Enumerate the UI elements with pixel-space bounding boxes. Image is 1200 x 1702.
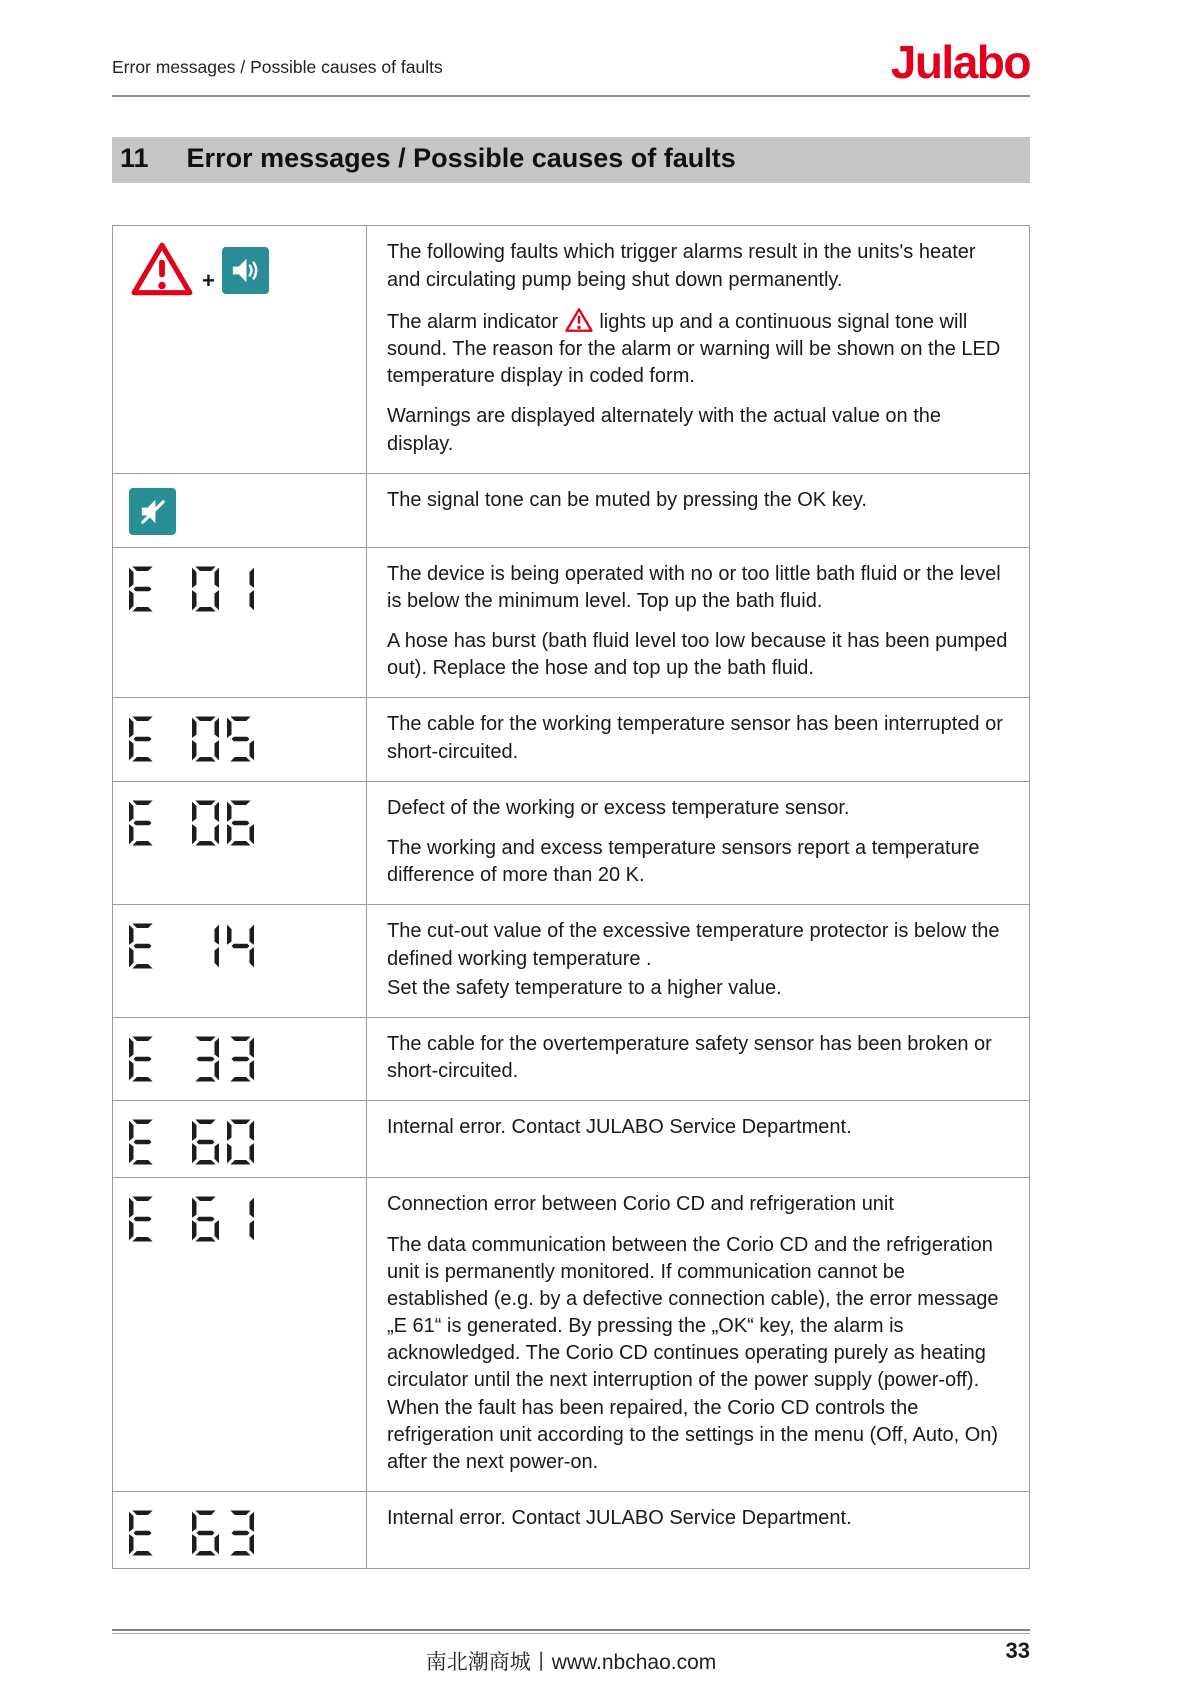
error-description-cell [367,782,1029,905]
error-description-cell [367,474,1029,547]
description-paragraph: The working and excess temperature sensors report a temperature difference of more than 20 K. [387,837,980,887]
error-code-cell [113,905,367,1017]
error-code [129,566,356,612]
seven-segment-char [227,1196,254,1242]
seven-segment-char [129,1036,156,1082]
table-row [113,1018,1029,1101]
seven-segment-char [192,1510,219,1556]
error-code [129,923,356,969]
breadcrumb: Error messages / Possible causes of faults [112,57,443,78]
footer-site-text: 南北潮商城丨www.nbchao.com [425,1651,717,1674]
description-paragraph: A hose has burst (bath fluid level too low because it has been pumped out). Replace the hose and top up the bath fluid. [387,630,1008,680]
table-row [113,1492,1029,1568]
seven-segment-char [129,1196,156,1242]
table-row [113,1101,1029,1178]
description-paragraph: Defect of the working or excess temperature sensor. [387,796,850,819]
seven-segment-char [192,566,219,612]
description-paragraph: Internal error. Contact JULABO Service Department. [387,1116,852,1139]
error-code [129,1196,356,1242]
seven-segment-char [192,1036,219,1082]
table-row [113,905,1029,1018]
error-code-cell [113,698,367,780]
section-number: 11 [120,143,149,174]
seven-segment-char [129,716,156,762]
error-description-cell [367,905,1029,1017]
error-code-cell [113,548,367,698]
error-code-cell [113,1492,367,1568]
error-code-cell [113,782,367,905]
description-paragraph: The cut-out value of the excessive temperature protector is below the defined working temperature . [387,920,1000,970]
alarm-triangle-icon [564,307,594,334]
footer [112,1629,1030,1702]
description-paragraph: The cable for the working temperature sensor has been interrupted or short-circuited. [387,713,1003,763]
seven-segment-char [227,716,254,762]
description-paragraph: The cable for the overtemperature safety sensor has been broken or short-circuited. [387,1032,992,1083]
paragraph-text: lights up and a continuous signal tone will sound. The reason for the alarm or warning will be shown on the LED temperature display in coded form. [387,310,1001,388]
page-header [112,36,1030,97]
error-code [129,800,356,846]
description-paragraph: The signal tone can be muted by pressing the OK key. [387,488,867,511]
description-paragraph: The data communication between the Corio CD and the refrigeration unit is permanently monitored. If communication cannot be established (e.g. by a defective connection cable), the error message „E 61“ is generated. By pressing the „OK“ key, the alarm is acknowledged. The Corio CD continues operating purely as heating circulator until the next interruption of the power supply (power-off). When the fault has been repaired, the Corio CD controls the refrigeration unit according to the settings in the menu (Off, Auto, On) after the next power-on. [387,1233,999,1474]
error-table [112,225,1030,1569]
error-code [129,716,356,762]
table-row [113,548,1029,699]
error-description-cell [367,1018,1029,1100]
seven-segment-char [192,923,219,969]
seven-segment-char [192,800,219,846]
seven-segment-char [192,1119,219,1165]
seven-segment-char [227,566,254,612]
error-code-cell [113,474,367,547]
description-paragraph: The device is being operated with no or too little bath fluid or the level is below the minimum level. Top up the bath fluid. [387,562,1001,612]
alarm-triangle-icon [129,240,195,300]
paragraph-text: The alarm indicator [387,310,559,333]
section-title: Error messages / Possible causes of faults [186,143,736,174]
description-paragraph: Connection error between Corio CD and refrigeration unit [387,1193,894,1216]
speaker-icon [222,247,269,294]
muted-speaker-icon [129,488,176,535]
seven-segment-char [129,566,156,612]
description-paragraph: Internal error. Contact JULABO Service Department. [387,1507,852,1530]
seven-segment-char [227,800,254,846]
error-code [129,1036,356,1082]
seven-segment-char [129,800,156,846]
muted-speaker-glyph [136,495,169,528]
error-description-cell [367,1492,1029,1568]
error-code-cell [113,1018,367,1100]
error-code [129,1510,356,1556]
seven-segment-char [192,716,219,762]
description-paragraph: The following faults which trigger alarms result in the units's heater and circulating pump being shut down permanently. [387,241,976,291]
table-row [113,226,1029,473]
seven-segment-char [192,1196,219,1242]
error-code [129,1119,356,1165]
error-description-cell [367,1178,1029,1491]
error-description-cell [367,1101,1029,1177]
table-row [113,782,1029,906]
error-code-cell [113,226,367,472]
description-paragraph: Set the safety temperature to a higher value. [387,976,782,999]
seven-segment-char [129,1119,156,1165]
table-row [113,474,1029,548]
seven-segment-char [227,1510,254,1556]
footer-rule [112,1629,1030,1634]
seven-segment-char [227,1036,254,1082]
seven-segment-char [129,1510,156,1556]
mute-icon-group [129,488,356,535]
table-row [113,1178,1029,1492]
brand-logo: Julabo [890,36,1030,88]
error-code-cell [113,1101,367,1177]
seven-segment-char [227,1119,254,1165]
error-description-cell [367,226,1029,472]
error-code-cell [113,1178,367,1491]
alarm-icon-group [129,240,356,300]
seven-segment-char [227,923,254,969]
description-paragraph: Warnings are displayed alternately with the actual value on the display. [387,405,942,455]
section-title-bar [112,137,1030,183]
seven-segment-char [129,923,156,969]
error-description-cell [367,548,1029,698]
page-number: 33 [1005,1638,1030,1663]
description-paragraph [387,307,1011,391]
speaker-glyph [229,254,262,287]
error-description-cell [367,698,1029,780]
table-row [113,698,1029,781]
plus-sign: + [202,268,215,294]
